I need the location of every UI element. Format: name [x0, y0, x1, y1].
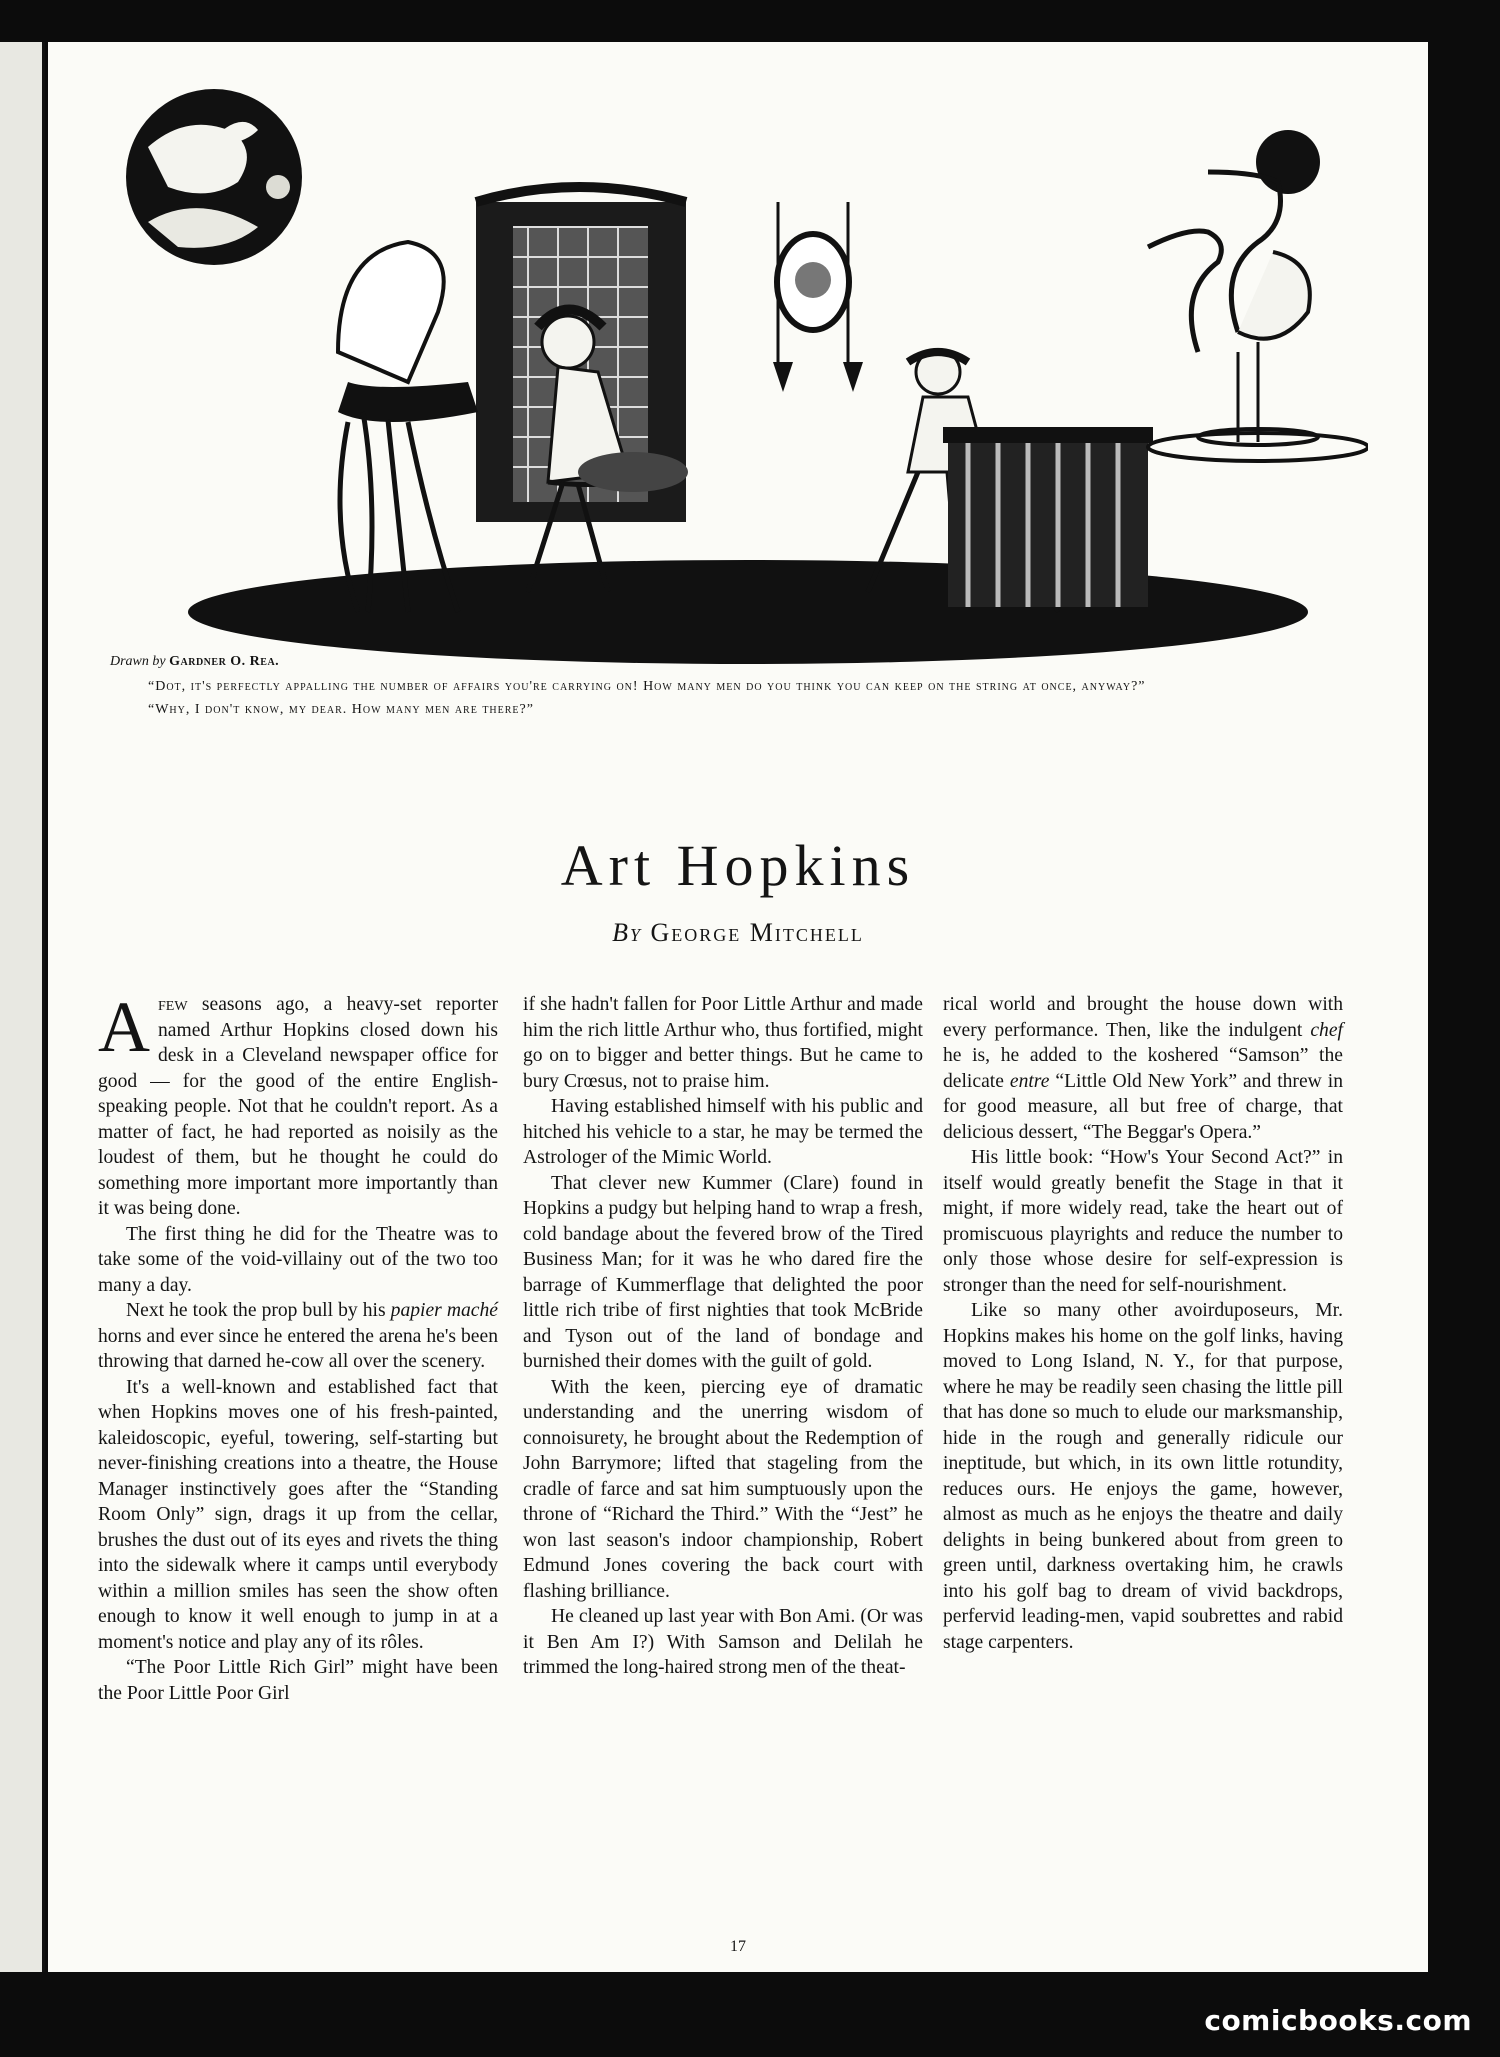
lead-word: few [158, 994, 188, 1015]
paragraph: if she hadn't fallen for Poor Little Arthur and made him the rich little Arthur who, thus fortified, might go on to bigger and better things. But he came to bury Crœsus, not to praise him. [523, 994, 923, 1092]
binding-edge [0, 42, 45, 1972]
column-1 [98, 987, 498, 1706]
paragraph [98, 1298, 498, 1375]
byline [48, 918, 1428, 948]
column-3 [943, 992, 1343, 1655]
emphasis-text: chef [1310, 1019, 1343, 1041]
paragraph: Having established himself with his public and hitched his vehicle to a star, he may be termed the Astrologer of the Mimic World. [523, 1096, 923, 1168]
paragraph: The first thing he did for the Theatre was to take some of the void-villainy out of the two too many a day. [98, 1223, 498, 1296]
credit-artist: Gardner O. Rea. [169, 654, 280, 669]
paragraph: He cleaned up last year with Bon Ami. (Or was it Ben Am I?) With Samson and Delilah he trimmed the long-haired strong men of the theat- [523, 1606, 923, 1678]
illustration-caption [110, 678, 1400, 724]
illustration [108, 52, 1368, 692]
column-2 [523, 992, 923, 1681]
sofa [943, 427, 1153, 607]
paragraph: That clever new Kummer (Clare) found in Hopkins a pudgy but helping hand to wrap a fresh, cold bandage about the fevered brow of the Tired Business Man; for it was he who dared fire the barrage of Kummerflage that delighted the poor little rich tribe of first nighties that took McBride and Tyson out of the land of bondage and burnished their domes with the guilt of gold. [523, 1172, 923, 1372]
dressing-table [338, 242, 478, 612]
credit-prefix: Drawn by [110, 654, 166, 669]
paragraph: Like so many other avoirduposeurs, Mr. Hopkins makes his home on the golf links, having moved to Long Island, N. Y., for that purpose, where he may be readily seen chasing the little pill that has done so much to elude our marksmanship, hide in the rough and generally ridicule our ineptitude, but which, in its own little rotundity, reduces ours. He enjoys the game, however, almost as much as he enjoys the theatre and daily delights in being bunkered about from green to green until, darkness overtaking him, he crawls into his golf bag to dream of vivid backdrops, perfervid leading-men, vapid soubrettes and rabid stage carpenters. [943, 1300, 1343, 1653]
hanging-portrait [773, 202, 863, 392]
paragraph [98, 987, 498, 1222]
paragraph-text: “Little Old New York” and threw in for good measure, all but free of charge, that delicious dessert, “The Beggar's Opera.” [943, 1070, 1343, 1143]
page-number: 17 [730, 1938, 746, 1955]
article-title: Art Hopkins [560, 833, 916, 898]
paragraph-text: seasons ago, a heavy-set reporter named Arthur Hopkins closed down his desk in a Cleveland newspaper office for good — for the good of the entire English-speaking people. Not that he couldn't report. As a matter of fact, he had reported as noisily as the loudest of them, but he thought he could do something more important more importantly than it was being done. [98, 994, 498, 1219]
paragraph: His little book: “How's Your Second Act?” in itself would greatly benefit the Stage in that it might, if more widely read, take the heart out of promiscuous playrights and reduce the number to only those whose desire for self-expression is stronger than the need for self-nourishment. [943, 1147, 1343, 1296]
byline-author: George Mitchell [650, 918, 864, 947]
paragraph: It's a well-known and established fact that when Hopkins moves one of his fresh-painted, kaleidoscopic, eyeful, towering, self-starting but never-finishing creations into a theatre, the House Manager instinctively goes after the “Standing Room Only” sign, drags it up from the cellar, brushes the dust out of its eyes and rivets the thing into the sidewalk where it camps until everybody within a million smiles has seen the show often enough to know it well enough to jump in at a moment's notice and play any of its rôles. [98, 1376, 498, 1653]
paragraph-text: Next he took the prop bull by his [126, 1300, 391, 1321]
paragraph: “The Poor Little Rich Girl” might have been the Poor Little Poor Girl [98, 1657, 498, 1704]
paragraph-text: horns and ever since he entered the arena he's been throwing that darned he-cow all over the scenery. [98, 1325, 498, 1372]
byline-by: By [612, 918, 643, 947]
caption-line-2: “Why, I don't know, my dear. How many men are there?” [148, 702, 534, 717]
paragraph-text: he is, he added to the koshered “Samson” the delicate [943, 1045, 1343, 1092]
emphasis-text: entre [1009, 1070, 1050, 1092]
caption-line-1: “Dot, it's perfectly appalling the number of affairs you're carrying on! How many men do you think you can keep on the string at once, anyway?” [148, 679, 1146, 694]
paragraph-text: rical world and brought the house down with every performance. Then, like the indulgent [943, 994, 1343, 1041]
site-watermark[interactable]: comicbooks.com [1204, 2004, 1472, 2037]
drop-cap: A [98, 987, 150, 1067]
heron-pair [1148, 130, 1368, 461]
parrot-roundel-icon [126, 89, 302, 265]
paragraph [943, 992, 1343, 1145]
illustration-credit [110, 654, 279, 670]
magazine-page [48, 42, 1428, 1972]
paragraph: With the keen, piercing eye of dramatic understanding and the unerring wisdom of connoisurety, he brought about the Redemption of John Barrymore; lifted that stageling from the cradle of farce and sat him sumptuously upon the throne of “Richard the Third.” With the “Jest” he won last season's indoor championship, Robert Edmund Jones covering the back court with flashing brilliance. [523, 1376, 923, 1602]
emphasis-text: papier maché [390, 1300, 498, 1321]
